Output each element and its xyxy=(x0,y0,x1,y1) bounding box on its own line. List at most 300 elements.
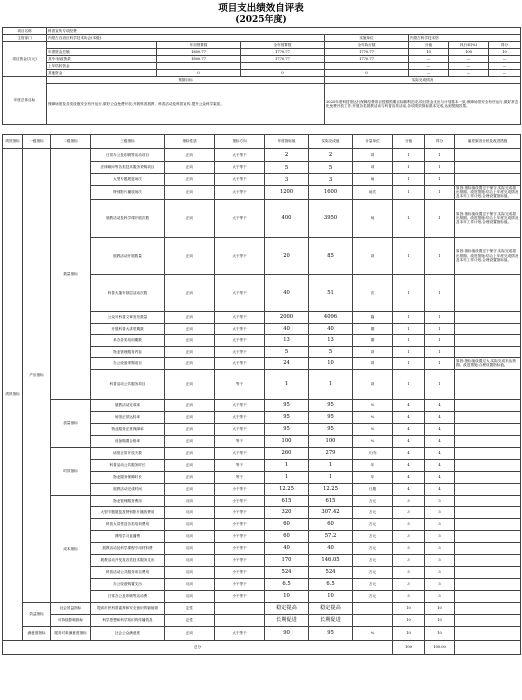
indicator-direction: 等于 xyxy=(215,459,265,471)
indicator-nature: 正向 xyxy=(165,626,215,640)
social-group-label: 社会效益指标 xyxy=(51,602,91,614)
indicator-got: 4 xyxy=(425,399,455,411)
indicator-unit: % xyxy=(353,626,393,640)
indicator-got: 1 xyxy=(425,274,455,311)
indicator-got: 3 xyxy=(425,506,455,518)
indicator-actual: 51 xyxy=(309,274,353,311)
indicator-unit: 项 xyxy=(353,357,393,369)
indicator-name: 场馆正常开放天数 xyxy=(91,447,165,459)
indicator-got: 1 xyxy=(425,311,455,323)
indicator-target: 20 xyxy=(265,237,309,274)
indicator-reason xyxy=(455,447,521,459)
indicator-got: 10 xyxy=(425,626,455,640)
indicator-direction: 大于等于 xyxy=(215,357,265,369)
indicator-got: 1 xyxy=(425,162,455,174)
indicator-target: 5 xyxy=(265,346,309,357)
indicator-nature: 正向 xyxy=(165,323,215,334)
indicator-actual: 稳定提高 xyxy=(309,602,353,614)
goals-expected-text: 保障场馆及各类设施安全有序运行,做好公众免费开放,开展科普展教、科普活动及科普宣传,提升公众科学素质。 xyxy=(47,84,325,125)
indicator-actual: 10 xyxy=(309,357,353,369)
indicator-row xyxy=(3,149,521,162)
indicator-reason xyxy=(455,471,521,483)
indicator-reason xyxy=(455,518,521,530)
indicator-actual: 40 xyxy=(309,542,353,554)
indicator-target: 3 xyxy=(265,174,309,186)
indicator-direction: 小于等于 xyxy=(215,590,265,602)
indicator-reason xyxy=(455,566,521,578)
indicator-target: 95 xyxy=(265,399,309,411)
indicator-actual: 13 xyxy=(309,334,353,346)
indicator-name: 开展科普大讲堂期数 xyxy=(91,323,165,334)
total-score: 100 xyxy=(393,640,425,654)
indicator-reason xyxy=(455,323,521,334)
indicator-unit: 期 xyxy=(353,323,393,334)
funds-cell: 0 xyxy=(157,70,241,77)
indicator-direction: 等于 xyxy=(215,369,265,399)
service-group-label: 服务对象满意度指标 xyxy=(51,626,91,640)
indicator-name: 物业服务保障时长 xyxy=(91,471,165,483)
indicator-direction xyxy=(215,614,265,626)
indicator-row xyxy=(3,614,521,626)
funds-header: 全年执行数 xyxy=(325,42,409,49)
funds-row-name: 其中:财政拨款 xyxy=(47,56,157,63)
indicator-actual: 146.05 xyxy=(309,554,353,566)
indicator-direction: 大于等于 xyxy=(215,334,265,346)
indicator-reason: 原因:指标值设置过于保守,实际完成超出预期。改进措施:结合上年度完成情况及本年工作计划,合理设置指标值。 xyxy=(455,237,521,274)
funds-cell: 1800.77 xyxy=(157,49,241,56)
indicator-target: 12.25 xyxy=(265,483,309,495)
indicator-score: 3 xyxy=(393,506,425,518)
indicator-name: 日常办公及印刷等活动项目 xyxy=(91,149,165,162)
indicator-direction: 小于等于 xyxy=(215,506,265,518)
dept-value: 内蒙古自治区科学技术协会(本级) xyxy=(47,35,325,42)
indicator-direction: 等于 xyxy=(215,435,265,447)
indicator-target: 524 xyxy=(265,566,309,578)
indicator-nature: 反向 xyxy=(165,542,215,554)
indicator-name: 物业管理服务费用 xyxy=(91,495,165,506)
indicator-score: 4 xyxy=(393,471,425,483)
funds-row-name: 其他资金 xyxy=(47,70,157,77)
indicator-nature: 正向 xyxy=(165,162,215,174)
summary-table xyxy=(2,27,521,125)
indicator-target: 24 xyxy=(265,357,309,369)
output-group-label: 产出指标 xyxy=(23,149,51,603)
indicator-nature: 正向 xyxy=(165,199,215,237)
indicator-nature: 正向 xyxy=(165,459,215,471)
indicator-score: 1 xyxy=(393,174,425,186)
indicator-unit: % xyxy=(353,411,393,423)
funds-cell xyxy=(325,63,409,70)
funds-corner xyxy=(47,42,157,49)
indicator-direction: 大于等于 xyxy=(215,346,265,357)
indicator-reason: 原因:指标值设置过于保守,实际完成超出预期。改进措施:结合上年度完成情况及本年工作计划,合理设置指标值。 xyxy=(455,199,521,237)
funds-cell: 0 xyxy=(241,70,325,77)
indicator-score: 10 xyxy=(393,602,425,614)
indicator-unit xyxy=(353,614,393,626)
indicator-nature: 正向 xyxy=(165,411,215,423)
indicator-got: 3 xyxy=(425,495,455,506)
indicator-got: 1 xyxy=(425,237,455,274)
indicator-target: 615 xyxy=(265,495,309,506)
indicator-name: 科学思想和科学知识的传播普及 xyxy=(91,614,165,626)
indicator-reason xyxy=(455,162,521,174)
indicator-unit xyxy=(353,602,393,614)
funds-cell xyxy=(241,63,325,70)
indicator-got: 10 xyxy=(425,602,455,614)
indicator-score: 3 xyxy=(393,590,425,602)
indicator-nature: 定性 xyxy=(165,614,215,626)
indicator-reason xyxy=(455,542,521,554)
indicator-header: 实际完成值 xyxy=(309,135,353,149)
indicator-name: 特别影片播放场次 xyxy=(91,186,165,200)
indicator-unit: 年 xyxy=(353,459,393,471)
satisfaction-group-label: 满意度指标 xyxy=(23,626,51,640)
indicator-score: 1 xyxy=(393,186,425,200)
indicator-unit: 万元 xyxy=(353,530,393,542)
indicator-actual: 1 xyxy=(309,471,353,483)
indicator-score: 3 xyxy=(393,566,425,578)
indicator-header: 一级指标 xyxy=(23,135,51,149)
indicator-unit: 万元 xyxy=(353,495,393,506)
indicator-unit: 场 xyxy=(353,174,393,186)
indicator-got: 1 xyxy=(425,186,455,200)
indicator-score: 4 xyxy=(393,411,425,423)
indicator-direction: 大于等于 xyxy=(215,162,265,174)
indicator-got: 3 xyxy=(425,518,455,530)
indicator-direction xyxy=(215,602,265,614)
funds-cell: — xyxy=(489,63,521,70)
goals-expected-header: 预期目标 xyxy=(47,77,325,84)
indicator-actual: 2 xyxy=(309,149,353,162)
funds-header: 执行率(%) xyxy=(449,42,489,49)
indicator-score: 1 xyxy=(393,334,425,346)
funds-row-name: 上年结转资金 xyxy=(47,63,157,70)
total-row xyxy=(3,640,521,654)
indicator-target: 40 xyxy=(265,323,309,334)
indicator-nature: 定性 xyxy=(165,602,215,614)
indicator-direction: 小于等于 xyxy=(215,542,265,554)
indicator-target: 长期促进 xyxy=(265,614,309,626)
indicator-reason xyxy=(455,483,521,495)
indicator-reason xyxy=(455,369,521,399)
indicator-name: 物业管理服务内容 xyxy=(91,346,165,357)
indicator-name: 举办各类培训期数 xyxy=(91,334,165,346)
indicator-actual: 长期促进 xyxy=(309,614,353,626)
indicator-got: 4 xyxy=(425,447,455,459)
quantity-group-label: 数量指标 xyxy=(51,149,91,400)
indicator-actual: 95 xyxy=(309,423,353,435)
indicator-nature: 反向 xyxy=(165,554,215,566)
indicator-direction: 大于等于 xyxy=(215,323,265,334)
indicator-direction: 小于等于 xyxy=(215,495,265,506)
indicator-got: 10 xyxy=(425,614,455,626)
indicator-unit: 次 xyxy=(353,274,393,311)
funds-cell xyxy=(157,63,241,70)
indicator-reason: 原因:指标值设置过大,实际完成未达预期。改进措施:合理设置指标值。 xyxy=(455,357,521,369)
indicator-unit: 篇 xyxy=(353,311,393,323)
indicator-actual: 4096 xyxy=(309,311,353,323)
funds-cell: — xyxy=(449,56,489,63)
indicator-score: 10 xyxy=(393,626,425,640)
funds-cell: 1770.77 xyxy=(241,56,325,63)
indicator-reason xyxy=(455,149,521,162)
indicator-direction: 小于等于 xyxy=(215,530,265,542)
indicator-name: 大型专题展览及特别影片播放费用 xyxy=(91,506,165,518)
indicator-row xyxy=(3,602,521,614)
indicator-unit: % xyxy=(353,435,393,447)
indicator-reason xyxy=(455,346,521,357)
indicator-got: 1 xyxy=(425,357,455,369)
indicator-name: 科普活动公共服务项目 xyxy=(91,369,165,399)
indicator-reason xyxy=(455,554,521,566)
impl-label: 实施单位 xyxy=(325,35,409,42)
indicator-got: 4 xyxy=(425,483,455,495)
indicator-unit: 项 xyxy=(353,237,393,274)
indicator-table xyxy=(2,134,521,655)
effect-group-label: 效益指标 xyxy=(23,602,51,626)
indicator-reason xyxy=(455,495,521,506)
indicator-name: 物业服务正常保障率 xyxy=(91,423,165,435)
indicator-direction: 大于等于 xyxy=(215,411,265,423)
indicator-actual: 279 xyxy=(309,447,353,459)
indicator-direction: 大于等于 xyxy=(215,399,265,411)
indicator-row xyxy=(3,447,521,459)
indicator-nature: 正向 xyxy=(165,435,215,447)
indicator-score: 4 xyxy=(393,483,425,495)
indicator-header: 分值 xyxy=(393,135,425,149)
indicator-row xyxy=(3,399,521,411)
indicator-reason xyxy=(455,590,521,602)
indicator-reason xyxy=(455,614,521,626)
indicator-got: 4 xyxy=(425,411,455,423)
indicator-name: 法律顾问等各类技术服务采购项目 xyxy=(91,162,165,174)
funds-cell: 10 xyxy=(409,49,449,56)
indicator-name: 科普大讲堂及各类培训费用 xyxy=(91,518,165,530)
indicator-score: 1 xyxy=(393,237,425,274)
indicator-target: 95 xyxy=(265,423,309,435)
indicator-nature: 反向 xyxy=(165,530,215,542)
indicator-score: 3 xyxy=(393,578,425,590)
indicator-score: 1 xyxy=(393,199,425,237)
indicator-target: 1 xyxy=(265,459,309,471)
time-group-label: 时效指标 xyxy=(51,447,91,495)
indicator-name: 日常办公及印刷等活动费 xyxy=(91,590,165,602)
indicator-got: 1 xyxy=(425,174,455,186)
indicator-actual: 307.42 xyxy=(309,506,353,518)
indicator-target: 90 xyxy=(265,626,309,640)
indicator-target: 1 xyxy=(265,471,309,483)
indicator-score: 4 xyxy=(393,399,425,411)
indicator-score: 3 xyxy=(393,554,425,566)
funds-cell: 1800.77 xyxy=(157,56,241,63)
indicator-got: 4 xyxy=(425,423,455,435)
indicator-nature: 正向 xyxy=(165,369,215,399)
funds-header: 年初预算数 xyxy=(157,42,241,49)
indicator-actual: 95 xyxy=(309,411,353,423)
indicator-unit: 期 xyxy=(353,334,393,346)
indicator-actual: 10 xyxy=(309,590,353,602)
indicator-direction: 大于等于 xyxy=(215,174,265,186)
indicator-nature: 反向 xyxy=(165,506,215,518)
indicator-name: 展教活动完成率 xyxy=(91,399,165,411)
indicator-nature: 正向 xyxy=(165,346,215,357)
funds-cell: — xyxy=(409,63,449,70)
indicator-row xyxy=(3,495,521,506)
indicator-direction: 大于等于 xyxy=(215,423,265,435)
indicator-name: 大型专题展览场次 xyxy=(91,174,165,186)
indicator-actual: 1 xyxy=(309,369,353,399)
indicator-got: 1 xyxy=(425,369,455,399)
indicator-target: 10 xyxy=(265,590,309,602)
indicator-direction: 小于等于 xyxy=(215,518,265,530)
indicator-actual: 3 xyxy=(309,174,353,186)
indicator-name: 设备购置合格率 xyxy=(91,435,165,447)
indicator-target: 13 xyxy=(265,334,309,346)
indicator-target: 40 xyxy=(265,542,309,554)
indicator-nature: 正向 xyxy=(165,423,215,435)
indicator-target: 稳定提高 xyxy=(265,602,309,614)
indicator-score: 4 xyxy=(393,447,425,459)
funds-header: 分值 xyxy=(409,42,449,49)
indicator-direction: 大于等于 xyxy=(215,311,265,323)
indicator-target: 320 xyxy=(265,506,309,518)
indicator-actual: 524 xyxy=(309,566,353,578)
indicator-name: 展教活动及科学课程专用材料费 xyxy=(91,542,165,554)
funds-cell: — xyxy=(489,70,521,77)
indicator-got: 4 xyxy=(425,471,455,483)
indicator-reason xyxy=(455,530,521,542)
indicator-name: 展教活动开发及各类技术服务支出 xyxy=(91,554,165,566)
indicator-nature: 反向 xyxy=(165,495,215,506)
indicator-header: 指标方向 xyxy=(215,135,265,149)
indicator-direction: 小于等于 xyxy=(215,578,265,590)
indicator-got: 1 xyxy=(425,346,455,357)
indicator-reason xyxy=(455,174,521,186)
funds-cell: — xyxy=(409,56,449,63)
indicator-direction: 小于等于 xyxy=(215,483,265,495)
indicator-header: 三级指标 xyxy=(91,135,165,149)
indicator-reason xyxy=(455,423,521,435)
indicator-score: 4 xyxy=(393,423,425,435)
indicator-nature: 反向 xyxy=(165,566,215,578)
funds-cell: 0 xyxy=(325,70,409,77)
indicator-direction: 大于等于 xyxy=(215,149,265,162)
indicator-actual: 100 xyxy=(309,435,353,447)
perf-group-label: 绩效指标 xyxy=(3,149,23,641)
indicator-nature: 正向 xyxy=(165,357,215,369)
indicator-nature: 正向 xyxy=(165,334,215,346)
indicator-actual: 95 xyxy=(309,399,353,411)
indicator-reason xyxy=(455,399,521,411)
indicator-score: 1 xyxy=(393,274,425,311)
indicator-got: 3 xyxy=(425,566,455,578)
goals-label: 年度总体目标 xyxy=(3,77,47,125)
indicator-reason xyxy=(455,435,521,447)
indicator-reason: 原因:指标值设置过于保守,实际完成超出预期。改进措施:结合上年度完成情况及本年工作计划,合理设置指标值。 xyxy=(455,186,521,200)
indicator-target: 100 xyxy=(265,435,309,447)
indicator-actual: 57.2 xyxy=(309,530,353,542)
indicator-name: 网络学习直播费 xyxy=(91,530,165,542)
indicator-nature: 正向 xyxy=(165,311,215,323)
indicator-nature: 正向 xyxy=(165,471,215,483)
indicator-header: 计量单位 xyxy=(353,135,393,149)
indicator-direction: 小于等于 xyxy=(215,566,265,578)
indicator-got: 3 xyxy=(425,530,455,542)
indicator-nature: 反向 xyxy=(165,518,215,530)
indicator-nature: 反向 xyxy=(165,578,215,590)
indicator-got: 3 xyxy=(425,542,455,554)
indicator-row xyxy=(3,626,521,640)
indicator-nature: 正向 xyxy=(165,274,215,311)
indicator-actual: 615 xyxy=(309,495,353,506)
indicator-target: 400 xyxy=(265,199,309,237)
indicator-score: 10 xyxy=(393,614,425,626)
indicator-reason xyxy=(455,602,521,614)
indicator-name: 提高市民科普素养和安全意识的辐射面 xyxy=(91,602,165,614)
indicator-name: 科普活动公共服务项目费用 xyxy=(91,566,165,578)
indicator-name: 社会公众满意度 xyxy=(91,626,165,640)
indicator-nature: 正向 xyxy=(165,399,215,411)
indicator-unit: 日期 xyxy=(353,483,393,495)
indicator-score: 3 xyxy=(393,518,425,530)
indicator-unit: % xyxy=(353,399,393,411)
indicator-unit: 万元 xyxy=(353,590,393,602)
indicator-target: 260 xyxy=(265,447,309,459)
indicator-unit: 场 xyxy=(353,199,393,237)
indicator-nature: 正向 xyxy=(165,483,215,495)
indicator-score: 1 xyxy=(393,357,425,369)
indicator-target: 1 xyxy=(265,369,309,399)
indicator-nature: 正向 xyxy=(165,237,215,274)
indicator-actual: 5 xyxy=(309,162,353,174)
indicator-reason xyxy=(455,626,521,640)
cost-group-label: 成本指标 xyxy=(51,495,91,602)
indicator-score: 1 xyxy=(393,149,425,162)
indicator-target: 2000 xyxy=(265,311,309,323)
indicator-unit: 万元 xyxy=(353,542,393,554)
indicator-name: 展教活动及科学课开展次数 xyxy=(91,199,165,237)
indicator-score: 1 xyxy=(393,311,425,323)
indicator-direction: 小于等于 xyxy=(215,554,265,566)
indicator-name: 办公设备购置支出 xyxy=(91,578,165,590)
dept-label: 主管部门 xyxy=(3,35,47,42)
indicator-actual: 5 xyxy=(309,346,353,357)
indicator-reason xyxy=(455,578,521,590)
indicator-got: 3 xyxy=(425,590,455,602)
indicator-got: 1 xyxy=(425,199,455,237)
indicator-score: 4 xyxy=(393,435,425,447)
indicator-target: 6.5 xyxy=(265,578,309,590)
indicator-unit: 万元 xyxy=(353,566,393,578)
indicator-unit: 项 xyxy=(353,162,393,174)
indicator-score: 3 xyxy=(393,530,425,542)
indicator-direction: 大于等于 xyxy=(215,237,265,274)
funds-header: 全年预算数 xyxy=(241,42,325,49)
indicator-reason xyxy=(455,274,521,311)
indicator-target: 170 xyxy=(265,554,309,566)
page-title: 项目支出绩效自评表 xyxy=(218,3,304,14)
sustain-group-label: 可持续影响指标 xyxy=(51,614,91,626)
indicator-name: 办公设备采购项目 xyxy=(91,357,165,369)
indicator-got: 1 xyxy=(425,149,455,162)
indicator-target: 95 xyxy=(265,411,309,423)
indicator-unit: 年 xyxy=(353,471,393,483)
indicator-actual: 60 xyxy=(309,518,353,530)
indicator-actual: 40 xyxy=(309,323,353,334)
goals-actual-text: 2025年度科技馆运行保障经费项目按照预期目标顺利完成,项目资金支出与计划基本一致,保障场馆安全有序运行,做好常态化免费开放工作,开展各类展教活动与科普宣传活动,各项绩效指标基本完成,达到预期效果。 xyxy=(325,84,521,125)
indicator-unit: 万元 xyxy=(353,518,393,530)
indicator-unit: 天/年 xyxy=(353,447,393,459)
